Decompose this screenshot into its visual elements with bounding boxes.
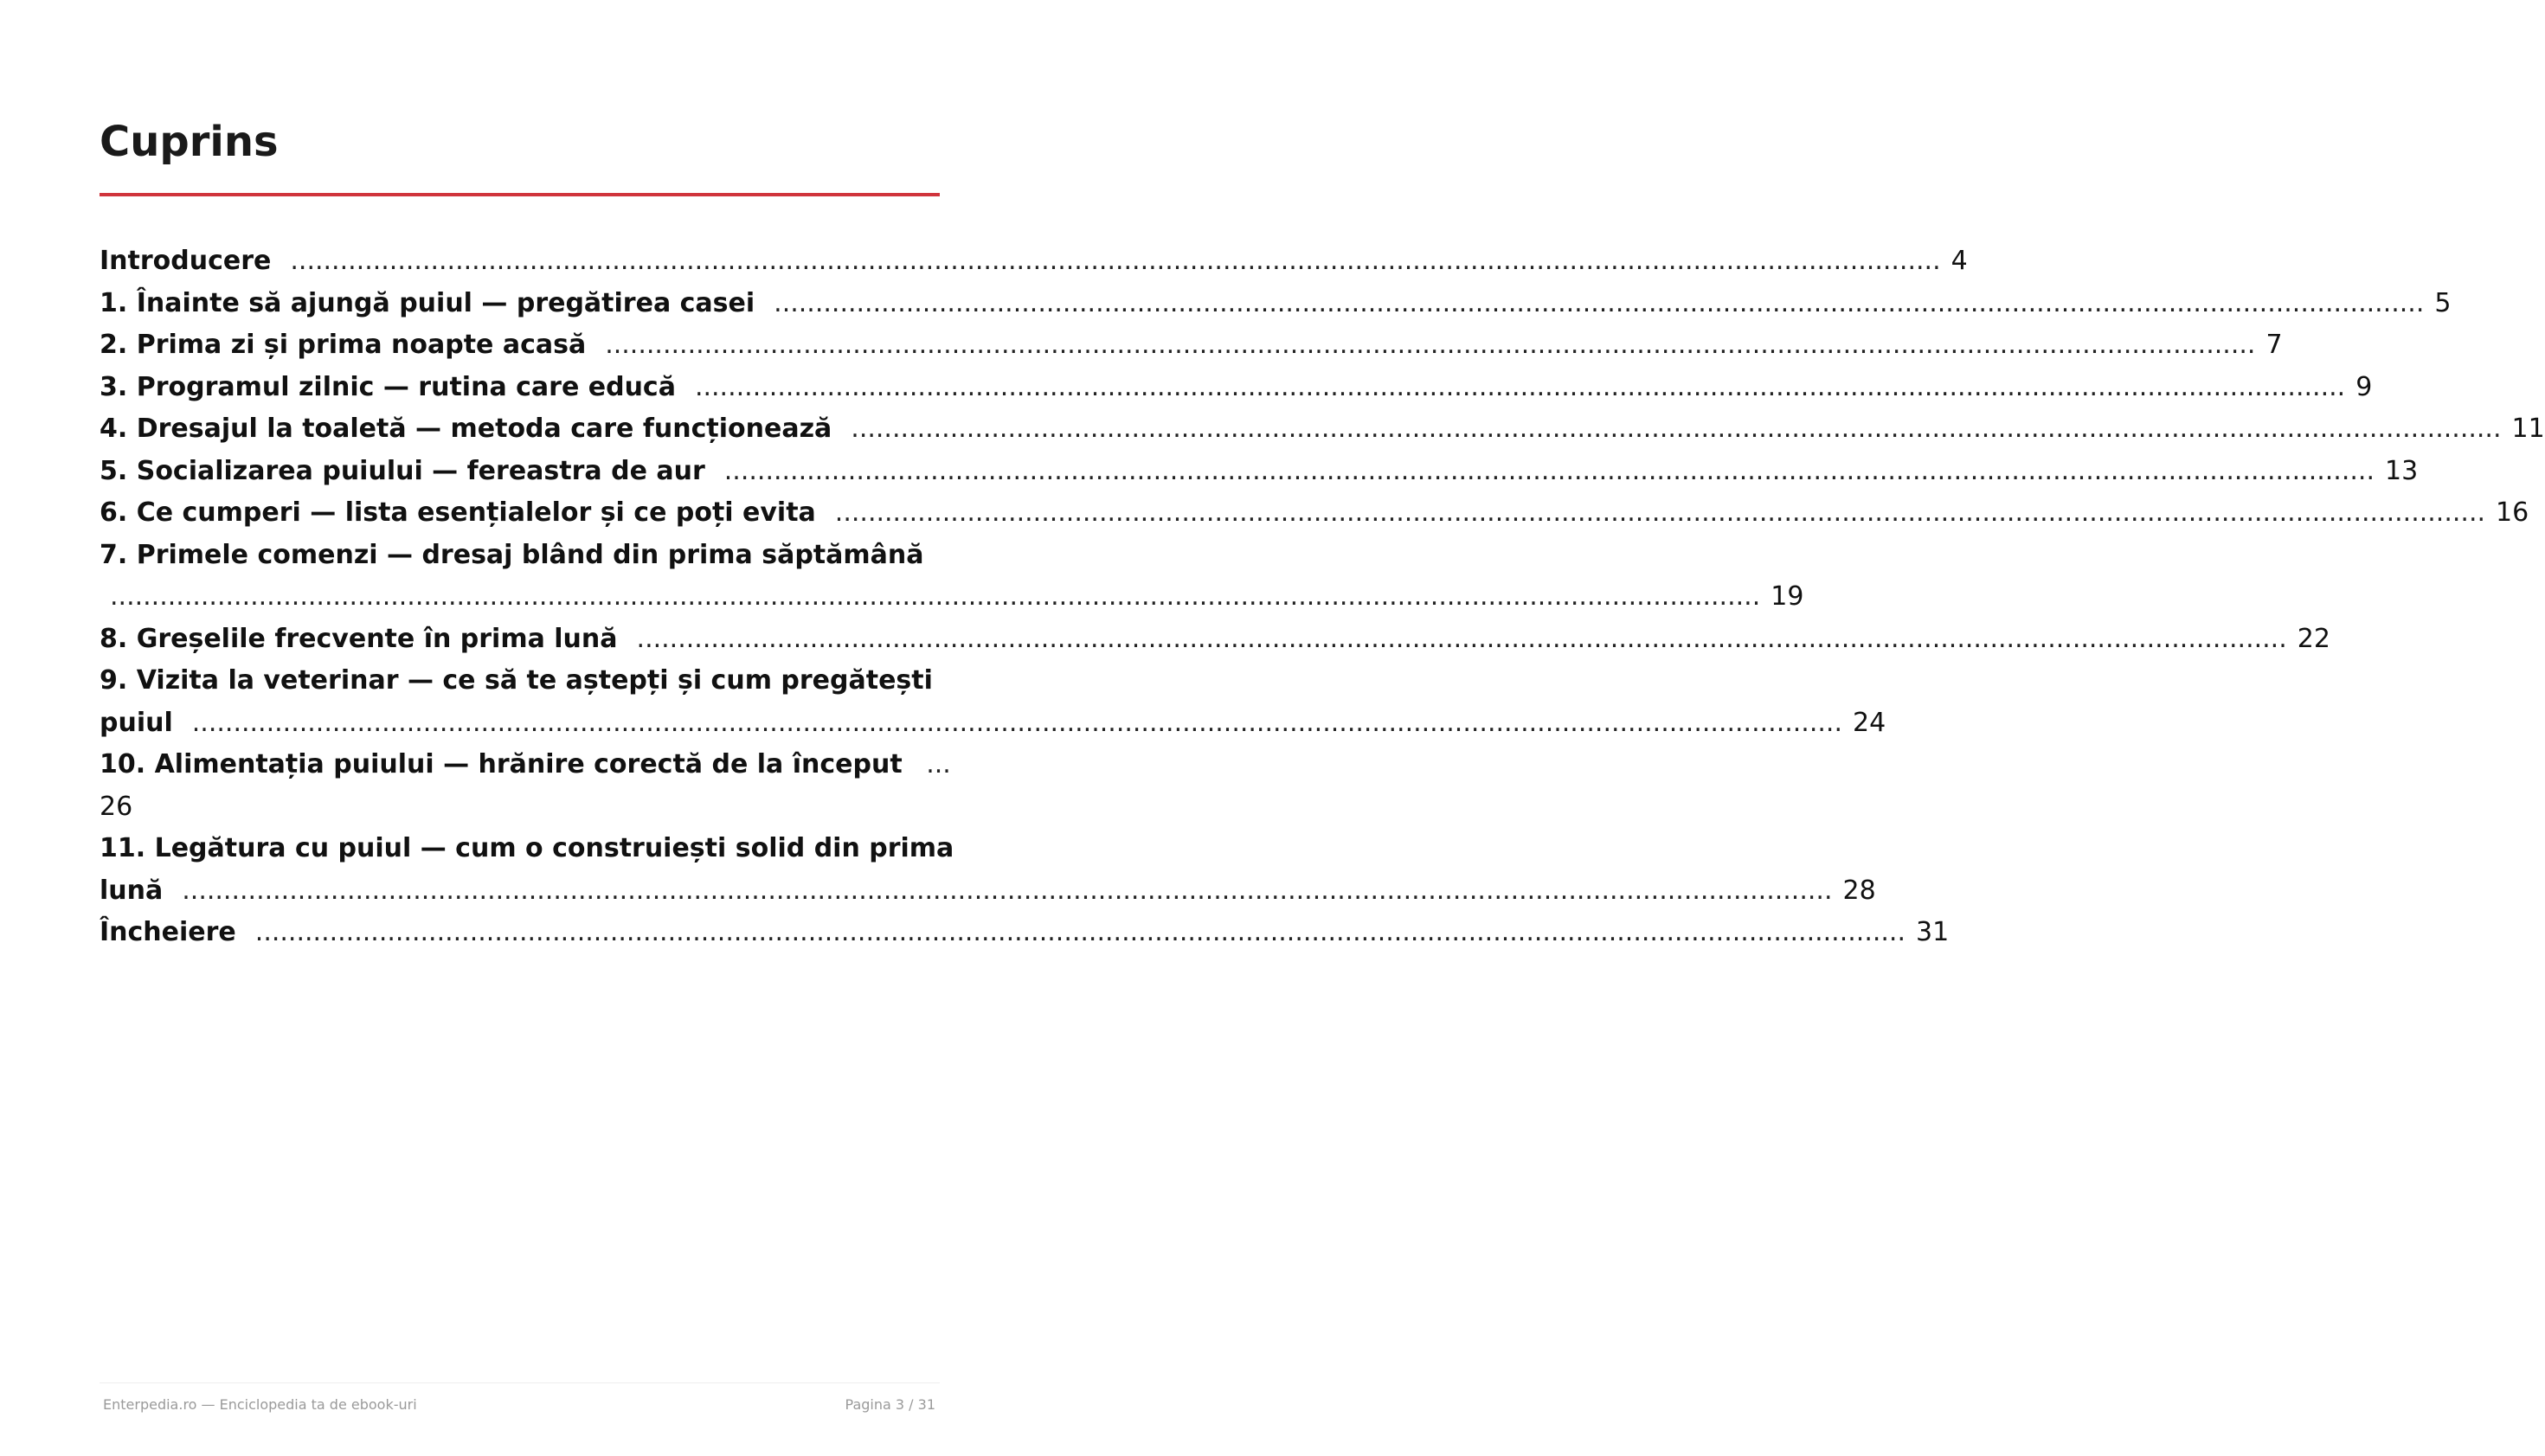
toc-entry-chapter-4[interactable]	[100, 408, 2545, 451]
toc-entry-incheiere[interactable]	[100, 912, 1950, 954]
toc-entry-title: 3. Programul zilnic — rutina care educă	[100, 371, 676, 402]
toc-entry-page: 5	[2434, 287, 2452, 318]
toc-entry-title: 8. Greșelile frecvente în prima lună	[100, 623, 618, 654]
toc-entry-title: 4. Dresajul la toaletă — metoda care funcționează	[100, 414, 832, 444]
toc-leader-dots: ........................................................................................................................................................................................................	[636, 623, 2287, 654]
footer-page-number: Pagina 3 / 31	[845, 1396, 935, 1413]
toc-entry-title: Introducere	[100, 246, 272, 276]
toc-entry-page: 22	[2297, 623, 2330, 654]
toc-entry-page: 28	[1842, 875, 1876, 906]
toc-entry-title: 1. Înainte să ajungă puiul — pregătirea casei	[100, 287, 755, 318]
toc-entry-page: 7	[2265, 330, 2283, 360]
toc-entry-chapter-3[interactable]	[100, 367, 2373, 409]
toc-entry-title: 2. Prima zi și prima noapte acasă	[100, 330, 587, 360]
toc-entry-page: 4	[1951, 246, 1968, 276]
toc-leader-dots: ........................................................................................................................................................................................................	[694, 371, 2346, 402]
toc-entry-title: Încheiere	[100, 917, 236, 947]
table-of-contents	[100, 241, 2545, 954]
toc-entry-chapter-10[interactable]	[100, 744, 951, 828]
toc-entry-page: 19	[1771, 581, 1804, 612]
toc-entry-chapter-1[interactable]	[100, 283, 2452, 325]
toc-leader-dots: ...	[926, 749, 951, 779]
toc-leader-dots: ........................................................................................................................................................................................................	[191, 707, 1842, 738]
toc-entry-page: 9	[2355, 371, 2373, 402]
title-divider	[100, 193, 940, 196]
toc-leader-dots: ........................................................................................................................................................................................................	[834, 497, 2486, 528]
toc-leader-dots: ........................................................................................................................................................................................................	[605, 330, 2256, 360]
toc-entry-title: 6. Ce cumperi — lista esențialelor și ce poți evita	[100, 497, 816, 528]
toc-entry-page: 31	[1916, 917, 1950, 947]
toc-entry-introducere[interactable]	[100, 241, 1968, 283]
toc-entry-chapter-11[interactable]	[100, 828, 1876, 912]
toc-entry-page: 13	[2385, 455, 2419, 486]
toc-entry-title: 10. Alimentația puiului — hrănire corectă de la început	[100, 749, 903, 779]
toc-entry-title-line1: 9. Vizita la veterinar — ce să te aștepți și cum pregătești	[100, 665, 933, 696]
toc-leader-dots: ........................................................................................................................................................................................................	[774, 287, 2425, 318]
toc-entry-page: 26	[100, 791, 133, 822]
toc-leader-dots: ........................................................................................................................................................................................................	[182, 875, 1833, 906]
toc-entry-chapter-7[interactable]	[100, 535, 1804, 619]
toc-entry-title: 7. Primele comenzi — dresaj blând din prima săptămână	[100, 539, 924, 570]
toc-entry-title-line2: lună	[100, 875, 164, 906]
page-title: Cuprins	[100, 118, 279, 166]
toc-entry-chapter-2[interactable]	[100, 324, 2283, 367]
toc-leader-dots: ........................................................................................................................................................................................................	[254, 917, 1906, 947]
toc-entry-chapter-9[interactable]	[100, 660, 1886, 744]
toc-leader-dots: ........................................................................................................................................................................................................	[851, 414, 2502, 444]
toc-leader-dots: ........................................................................................................................................................................................................	[290, 246, 1941, 276]
toc-entry-title-line2: puiul	[100, 707, 173, 738]
toc-entry-title-line1: 11. Legătura cu puiul — cum o construiești solid din prima	[100, 833, 954, 863]
toc-leader-dots: ........................................................................................................................................................................................................	[110, 581, 1761, 612]
toc-entry-page: 11	[2511, 414, 2545, 444]
toc-entry-chapter-8[interactable]	[100, 619, 2330, 661]
toc-entry-page: 24	[1853, 707, 1886, 738]
toc-leader-dots: ........................................................................................................................................................................................................	[723, 455, 2375, 486]
footer-site-name: Enterpedia.ro — Enciclopedia ta de ebook-uri	[103, 1396, 417, 1413]
toc-entry-chapter-6[interactable]	[100, 492, 2529, 535]
footer-divider	[100, 1382, 940, 1383]
toc-entry-page: 16	[2496, 497, 2529, 528]
toc-entry-title: 5. Socializarea puiului — fereastra de aur	[100, 455, 705, 486]
toc-entry-chapter-5[interactable]	[100, 451, 2419, 493]
